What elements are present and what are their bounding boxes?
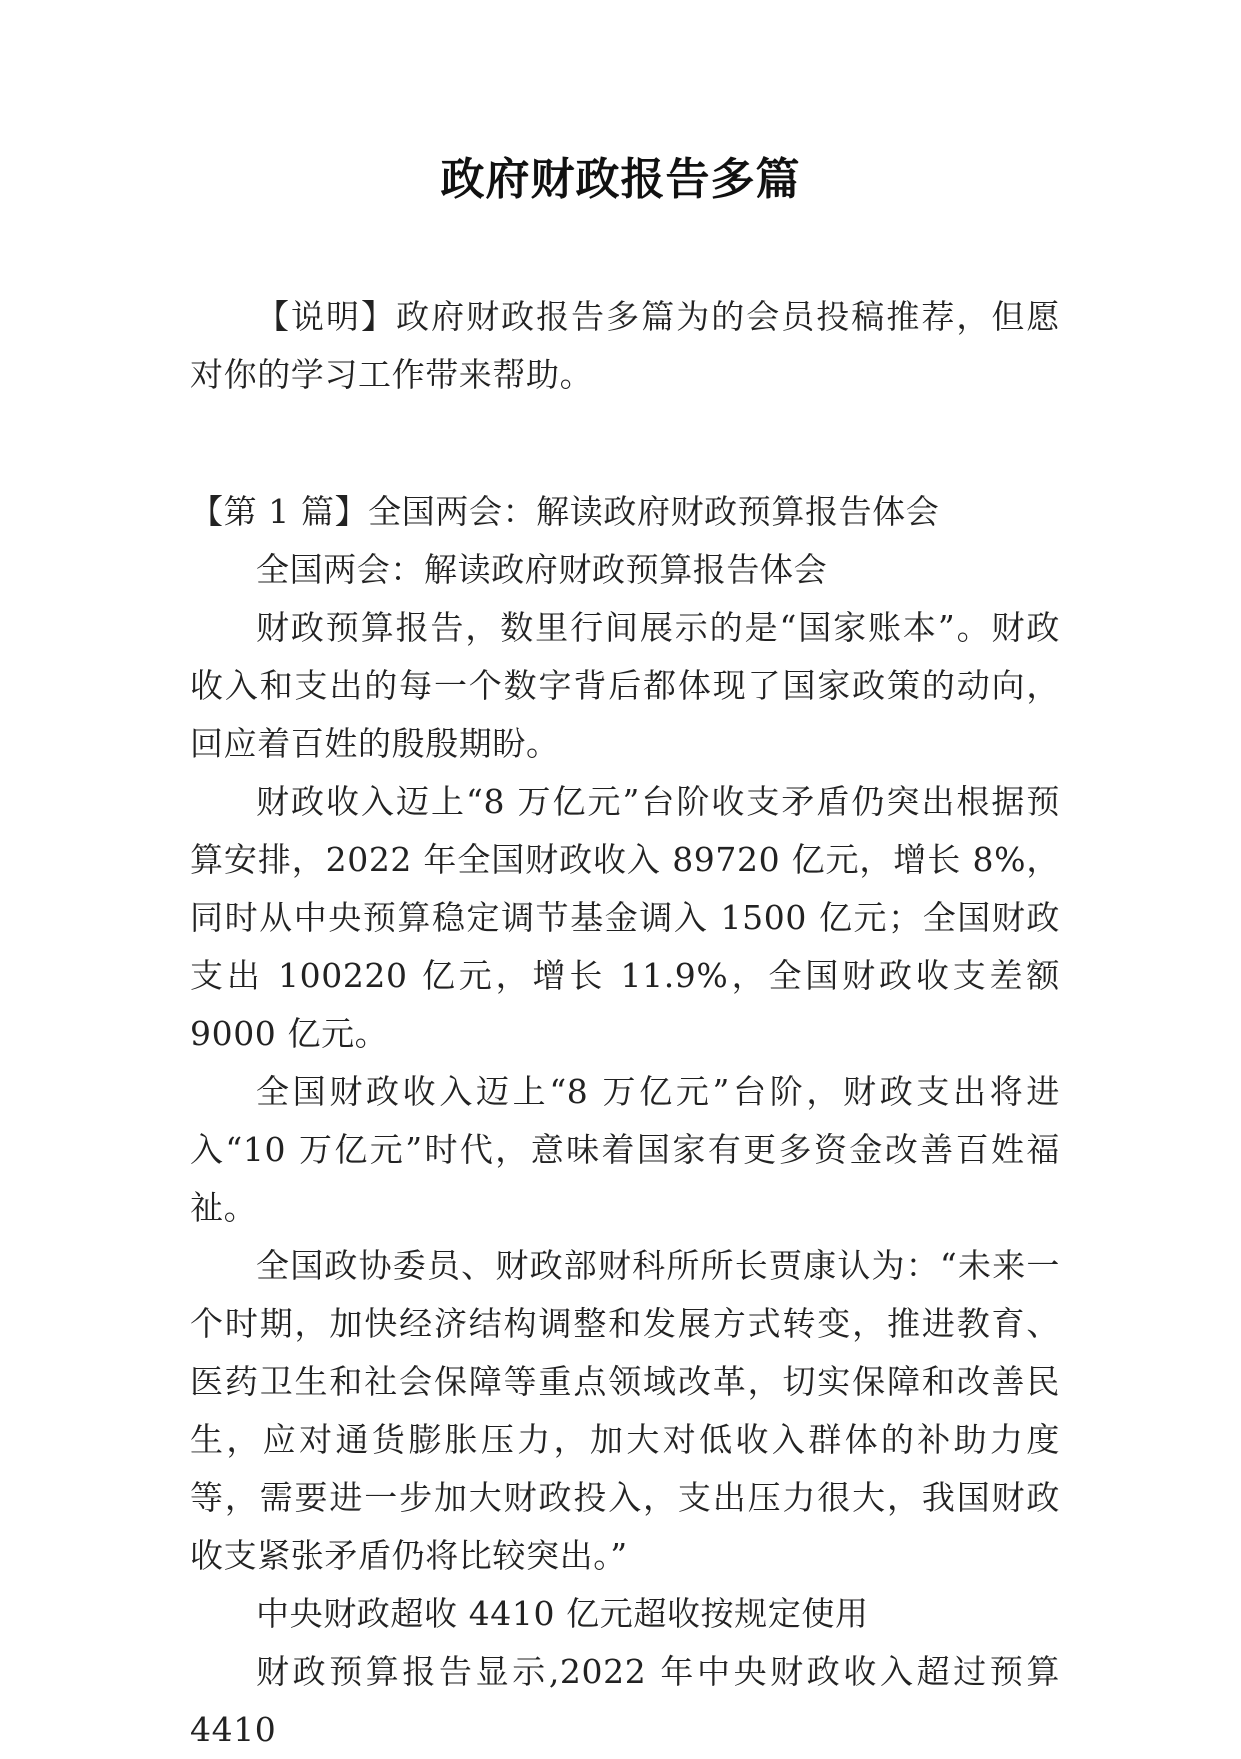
document-title: 政府财政报告多篇 (440, 154, 801, 205)
body-paragraph: 财政预算报告显示,2022 年中央财政收入超过预算 4410 (190, 1652, 1060, 1749)
body-paragraph: 财政收入迈上“8 万亿元”台阶收支矛盾仍突出根据预算安排，2022 年全国财政收入 89720 亿元，增长 8%，同时从中央预算稳定调节基金调入 1500 亿元；全国财政支出 100220 亿元，增长 11.9%，全国财政收支差额 9000 亿元。 (190, 782, 1060, 1053)
body-paragraph: 财政预算报告，数里行间展示的是“国家账本”。财政收入和支出的每一个数字背后都体现了国家政策的动向，回应着百姓的殷殷期盼。 (190, 608, 1060, 763)
intro-paragraph: 【说明】政府财政报告多篇为的会员投稿推荐，但愿对你的学习工作带来帮助。 (190, 297, 1060, 394)
body-paragraph: 全国两会：解读政府财政预算报告体会 (256, 550, 828, 589)
body-paragraph: 全国财政收入迈上“8 万亿元”台阶，财政支出将进入“10 万亿元”时代，意味着国家有更多资金改善百姓福祉。 (190, 1072, 1060, 1227)
body-paragraph: 中央财政超收 4410 亿元超收按规定使用 (256, 1594, 869, 1633)
document-body (190, 288, 1060, 1759)
section-heading: 【第 1 篇】全国两会：解读政府财政预算报告体会 (190, 492, 940, 531)
paragraph-gap (190, 404, 1060, 483)
body-paragraph: 全国政协委员、财政部财科所所长贾康认为：“未来一个时期，加快经济结构调整和发展方式转变，推进教育、医药卫生和社会保障等重点领域改革，切实保障和改善民生，应对通货膨胀压力，加大对低收入群体的补助力度等，需要进一步加大财政投入，支出压力很大，我国财政收支紧张矛盾仍将比较突出。” (190, 1246, 1060, 1575)
